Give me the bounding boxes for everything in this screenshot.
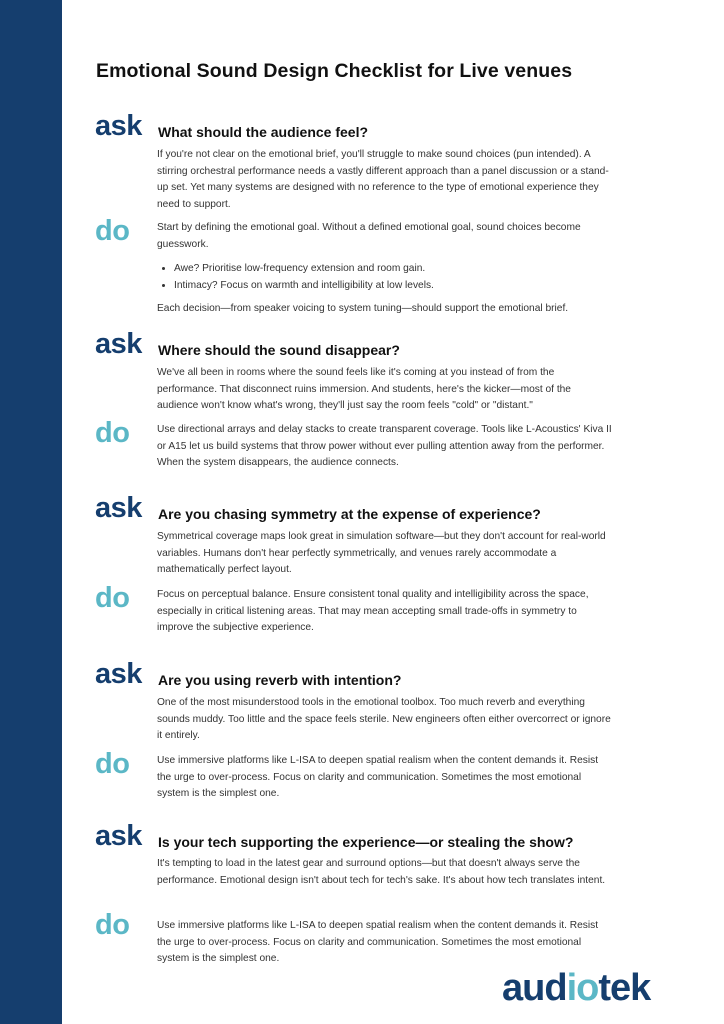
do-paragraph: Focus on perceptual balance. Ensure consistent tonal quality and intelligibility across the space, especially in critical listening areas. That may mean accepting small trade-offs in symmetry to improve the subjective experience. — [157, 589, 589, 634]
section-question: What should the audience feel? — [158, 124, 369, 140]
audiotek-logo — [502, 966, 650, 1010]
logo-part: tek — [598, 967, 651, 1009]
do-paragraph: Use immersive platforms like L-ISA to deepen spatial realism when the content demands it. Resist the urge to over-process. Focus on clarity and communication. Sometimes the most emotional system is the simplest one. — [157, 920, 599, 965]
do-label: do — [95, 417, 130, 449]
ask-paragraph: If you're not clear on the emotional brief, you'll struggle to make sound choices (pun intended). A stirring orchestral performance needs a vastly different approach than a panel discussion or a stand-up set. Yet many systems are designed with no reference to the type of emotional experience they need to support. — [157, 149, 609, 210]
ask-label: ask — [95, 328, 142, 360]
do-summary: Each decision—from speaker voicing to system tuning—should support the emotional brief. — [157, 303, 569, 314]
do-paragraph: Use directional arrays and delay stacks to create transparent coverage. Tools like L-Acoustics' Kiva II or A15 let us build systems that throw power without ever pulling attention away from the performer. When the system disappears, the audience connects. — [157, 424, 612, 469]
ask-paragraph: We've all been in rooms where the sound feels like it's coming at you instead of from the performance. That disconnect ruins immersion. And students, here's the kicker—most of the audience won't know what's wrong, they'll just say the room feels "cold" or "distant." — [157, 367, 571, 412]
logo-part: aud — [502, 967, 567, 1009]
ask-paragraph: One of the most misunderstood tools in the emotional toolbox. Too much reverb and everything sounds muddy. Too little and the space feels sterile. New engineers often either overcorrect or ignore it entirely. — [157, 697, 611, 742]
do-label: do — [95, 748, 130, 780]
sidebar-stripe — [0, 0, 62, 1024]
page-title: Emotional Sound Design Checklist for Live venues — [96, 60, 573, 82]
logo-part: io — [566, 967, 599, 1009]
ask-label: ask — [95, 110, 142, 142]
do-label: do — [95, 215, 130, 247]
do-bullet-list — [157, 261, 624, 294]
ask-paragraph: It's tempting to load in the latest gear and surround options—but that doesn't always serve the performance. Emotional design isn't about tech for tech's sake. It's about how tech translates intent. — [157, 858, 606, 886]
ask-label: ask — [95, 658, 142, 690]
section-question: Is your tech supporting the experience—or stealing the show? — [158, 834, 574, 850]
ask-label: ask — [95, 492, 142, 524]
section-question: Are you using reverb with intention? — [158, 672, 402, 688]
bullet-item: • Awe? Prioritise low-frequency extension and room gain. — [174, 261, 624, 278]
bullet-item: • Intimacy? Focus on warmth and intelligibility at low levels. — [174, 278, 624, 295]
do-label: do — [95, 582, 130, 614]
section-question: Are you chasing symmetry at the expense of experience? — [158, 506, 541, 522]
ask-label: ask — [95, 820, 142, 852]
do-paragraph: Use immersive platforms like L-ISA to deepen spatial realism when the content demands it. Resist the urge to over-process. Focus on clarity and communication. Sometimes the most emotional system is the simplest one. — [157, 755, 599, 800]
do-paragraph: Start by defining the emotional goal. Without a defined emotional goal, sound choices become guesswork. — [157, 222, 581, 250]
do-label: do — [95, 909, 130, 941]
ask-paragraph: Symmetrical coverage maps look great in simulation software—but they don't account for real-world variables. Humans don't hear perfectly symmetrically, and venues rarely accommodate a mathematically perfect layout. — [157, 531, 606, 576]
section-question: Where should the sound disappear? — [158, 342, 400, 358]
